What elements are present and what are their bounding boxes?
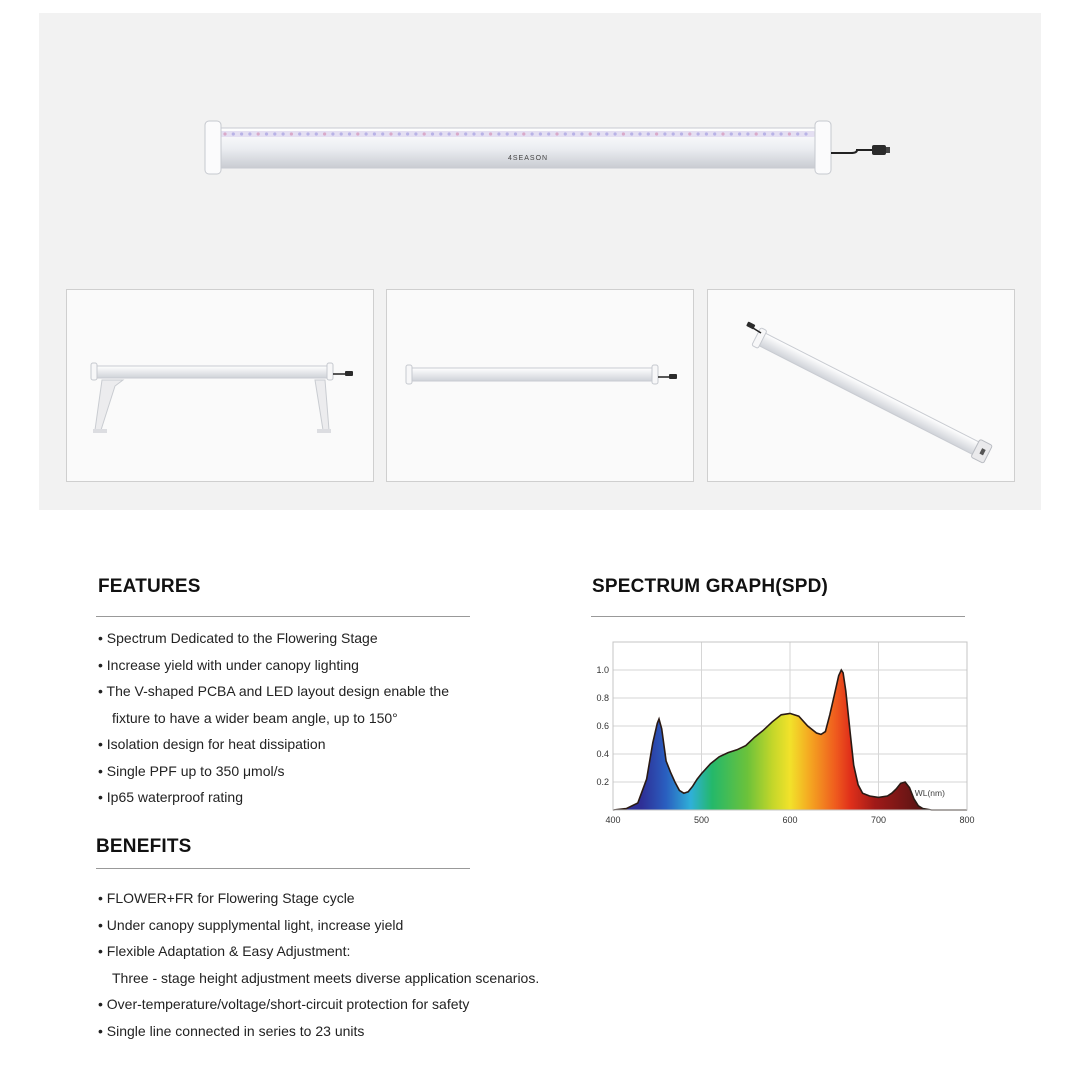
- product-front-image: [387, 290, 692, 480]
- led-dot: [431, 132, 434, 135]
- led-dot: [356, 132, 359, 135]
- feature-item: fixture to have a wider beam angle, up to 150°: [112, 709, 398, 726]
- feature-item: • The V-shaped PCBA and LED layout design enable the: [98, 683, 449, 699]
- y-tick-label: 0.6: [596, 721, 609, 731]
- led-dot: [464, 132, 467, 135]
- led-dot: [282, 132, 285, 135]
- x-tick-label: 500: [693, 815, 710, 825]
- product-angled-image: [708, 290, 1013, 480]
- led-dot: [647, 132, 650, 135]
- y-tick-label: 0.4: [596, 749, 609, 759]
- led-dot: [381, 132, 384, 135]
- led-dot: [290, 132, 293, 135]
- led-dot: [738, 132, 741, 135]
- feature-item: • Isolation design for heat dissipation: [98, 736, 326, 752]
- y-tick-label: 0.2: [596, 777, 609, 787]
- benefit-item: • Single line connected in series to 23 units: [98, 1022, 365, 1039]
- spectrum-chart: [585, 632, 985, 842]
- benefit-item: • Flexible Adaptation & Easy Adjustment:: [98, 943, 351, 959]
- led-dot: [705, 132, 708, 135]
- led-dot: [348, 132, 351, 135]
- spectrum-divider: [591, 616, 965, 617]
- brand-logo: 4SEASON: [508, 155, 549, 162]
- led-dot: [331, 132, 334, 135]
- led-dot: [223, 132, 226, 135]
- led-dot: [572, 132, 575, 135]
- led-dot: [531, 132, 534, 135]
- led-dot: [555, 132, 558, 135]
- benefit-item: • FLOWER+FR for Flowering Stage cycle: [98, 890, 355, 906]
- feature-item: • Single PPF up to 350 μmol/s: [98, 762, 285, 779]
- led-dot: [232, 132, 235, 135]
- led-dot: [273, 132, 276, 135]
- led-dot: [796, 132, 799, 135]
- led-dot: [680, 132, 683, 135]
- led-dot: [414, 132, 417, 135]
- led-dot: [672, 132, 675, 135]
- led-dot: [406, 132, 409, 135]
- x-tick-label: 700: [870, 815, 887, 825]
- thumbnail-with-stand[interactable]: [66, 289, 374, 482]
- benefit-item: • Over-temperature/voltage/short-circuit protection for safety: [98, 996, 470, 1012]
- led-dot: [730, 132, 733, 135]
- led-dot: [489, 132, 492, 135]
- led-dot: [315, 132, 318, 135]
- led-dot: [605, 132, 608, 135]
- led-dot: [456, 132, 459, 135]
- led-dot: [265, 132, 268, 135]
- led-dot: [771, 132, 774, 135]
- led-dot: [697, 132, 700, 135]
- led-dot: [630, 132, 633, 135]
- led-dot: [713, 132, 716, 135]
- led-dot: [248, 132, 251, 135]
- led-dot: [389, 132, 392, 135]
- led-dot: [298, 132, 301, 135]
- led-dot: [240, 132, 243, 135]
- led-dot: [506, 132, 509, 135]
- led-dot: [614, 132, 617, 135]
- thumbnail-front[interactable]: [386, 289, 694, 482]
- benefits-divider: [96, 868, 470, 869]
- led-dot: [589, 132, 592, 135]
- led-dot: [539, 132, 542, 135]
- feature-item: • Increase yield with under canopy lighting: [98, 656, 359, 673]
- led-dot: [597, 132, 600, 135]
- led-dot: [688, 132, 691, 135]
- x-axis-label: WL(nm): [914, 788, 945, 798]
- led-dot: [788, 132, 791, 135]
- led-dot: [398, 132, 401, 135]
- led-dot: [365, 132, 368, 135]
- features-divider: [96, 616, 470, 617]
- led-dot: [306, 132, 309, 135]
- led-dot: [257, 132, 260, 135]
- led-dot: [755, 132, 758, 135]
- led-dot: [804, 132, 807, 135]
- led-dot: [622, 132, 625, 135]
- benefit-item: • Under canopy supplymental light, increase yield: [98, 916, 404, 933]
- led-dot: [780, 132, 783, 135]
- led-dot: [472, 132, 475, 135]
- led-dot: [638, 132, 641, 135]
- benefits-list: [98, 885, 539, 1044]
- led-dot: [547, 132, 550, 135]
- y-tick-label: 1.0: [596, 665, 609, 675]
- led-dot: [514, 132, 517, 135]
- led-dot: [448, 132, 451, 135]
- led-dot: [323, 132, 326, 135]
- benefit-item: Three - stage height adjustment meets diverse application scenarios.: [112, 969, 540, 986]
- led-dot: [655, 132, 658, 135]
- feature-item: • Spectrum Dedicated to the Flowering Stage: [98, 630, 378, 646]
- led-dot: [439, 132, 442, 135]
- product-showcase: [39, 13, 1041, 510]
- led-dot: [663, 132, 666, 135]
- led-dot: [721, 132, 724, 135]
- feature-item: • Ip65 waterproof rating: [98, 789, 243, 805]
- led-dot: [564, 132, 567, 135]
- features-list: [98, 625, 449, 811]
- led-dot: [340, 132, 343, 135]
- led-dot: [497, 132, 500, 135]
- led-dot: [763, 132, 766, 135]
- led-dot: [373, 132, 376, 135]
- led-dot: [481, 132, 484, 135]
- product-on-stand-image: [67, 290, 372, 480]
- led-dot: [423, 132, 426, 135]
- led-dot: [746, 132, 749, 135]
- features-title: FEATURES: [98, 576, 201, 597]
- led-dot: [580, 132, 583, 135]
- benefits-title: BENEFITS: [96, 836, 192, 857]
- thumbnail-angled[interactable]: [707, 289, 1015, 482]
- y-tick-label: 0.8: [596, 693, 609, 703]
- x-tick-label: 400: [605, 815, 621, 825]
- x-tick-label: 800: [959, 815, 975, 825]
- led-dot: [522, 132, 525, 135]
- x-tick-label: 600: [782, 815, 798, 825]
- spectrum-title: SPECTRUM GRAPH(SPD): [592, 576, 829, 597]
